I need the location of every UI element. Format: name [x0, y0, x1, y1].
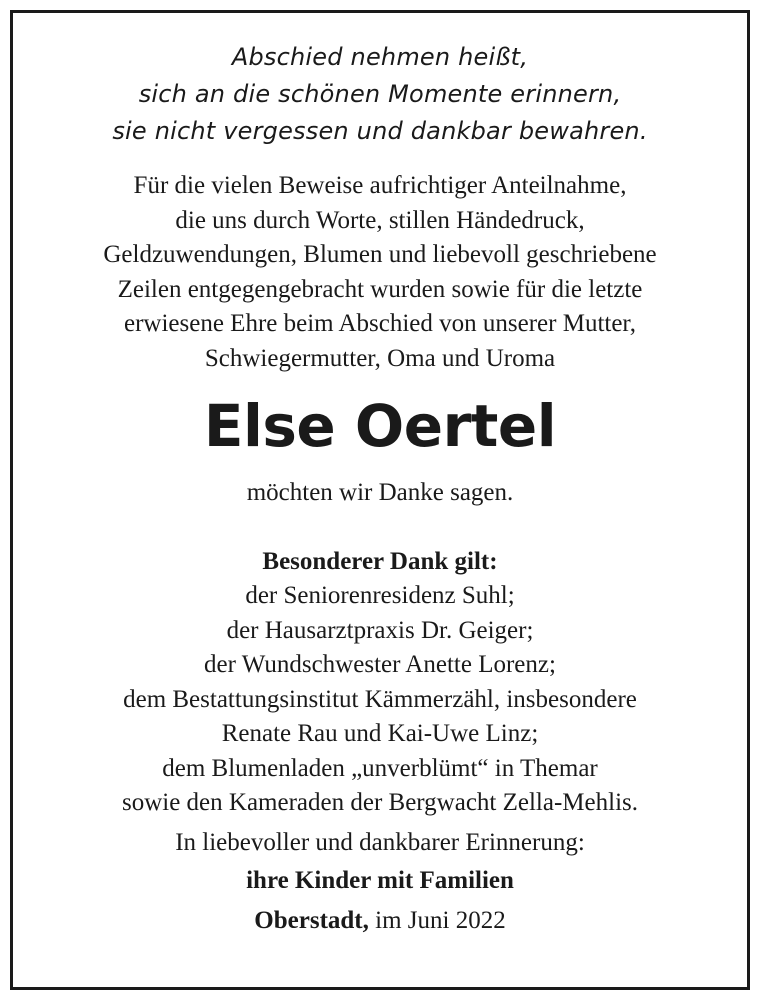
body-line: Zeilen entgegengebracht wurden sowie für die letzte [117, 275, 643, 303]
body-line: Geldzuwendungen, Blumen und liebevoll geschriebene [103, 241, 657, 268]
special-thanks [13, 545, 747, 821]
body-line: erwiesene Ehre beim Abschied von unserer Mutter, [123, 310, 637, 337]
date: im Juni 2022 [375, 906, 506, 934]
special-thanks-line: sowie den Kameraden der Bergwacht Zella-Mehlis. [121, 789, 638, 816]
motto-line: Abschied nehmen heißt, [231, 43, 529, 71]
obituary-notice [10, 10, 750, 990]
special-thanks-line: der Wundschwester Anette Lorenz; [204, 651, 556, 678]
special-thanks-line: Renate Rau und Kai-Uwe Linz; [221, 720, 539, 747]
body-line: Für die vielen Beweise aufrichtiger Anteilnahme, [133, 172, 627, 199]
special-thanks-line: dem Blumenladen „unverblümt“ in Themar [162, 754, 598, 782]
remembrance-line: In liebevoller und dankbarer Erinnerung: [175, 828, 585, 856]
motto-line: sich an die schönen Momente erinnern, [138, 80, 622, 108]
closing-block [13, 824, 747, 940]
thanks-statement: möchten wir Danke sagen. [246, 479, 514, 506]
special-thanks-line: dem Bestattungsinstitut Kämmerzähl, insbesondere [123, 685, 637, 713]
place: Oberstadt, [254, 906, 369, 934]
special-thanks-line: der Seniorenresidenz Suhl; [245, 582, 515, 609]
place-date [13, 902, 747, 940]
body-line: Schwiegermutter, Oma und Uroma [204, 344, 556, 372]
motto-verse [13, 39, 747, 150]
special-thanks-heading: Besonderer Dank gilt: [262, 547, 498, 575]
deceased-name: Else Oertel [203, 392, 557, 460]
special-thanks-line: der Hausarztpraxis Dr. Geiger; [226, 616, 534, 644]
gratitude-text [13, 169, 747, 376]
signature: ihre Kinder mit Familien [246, 866, 514, 894]
motto-line: sie nicht vergessen und dankbar bewahren. [112, 117, 648, 145]
body-line: die uns durch Worte, stillen Händedruck, [175, 206, 585, 234]
